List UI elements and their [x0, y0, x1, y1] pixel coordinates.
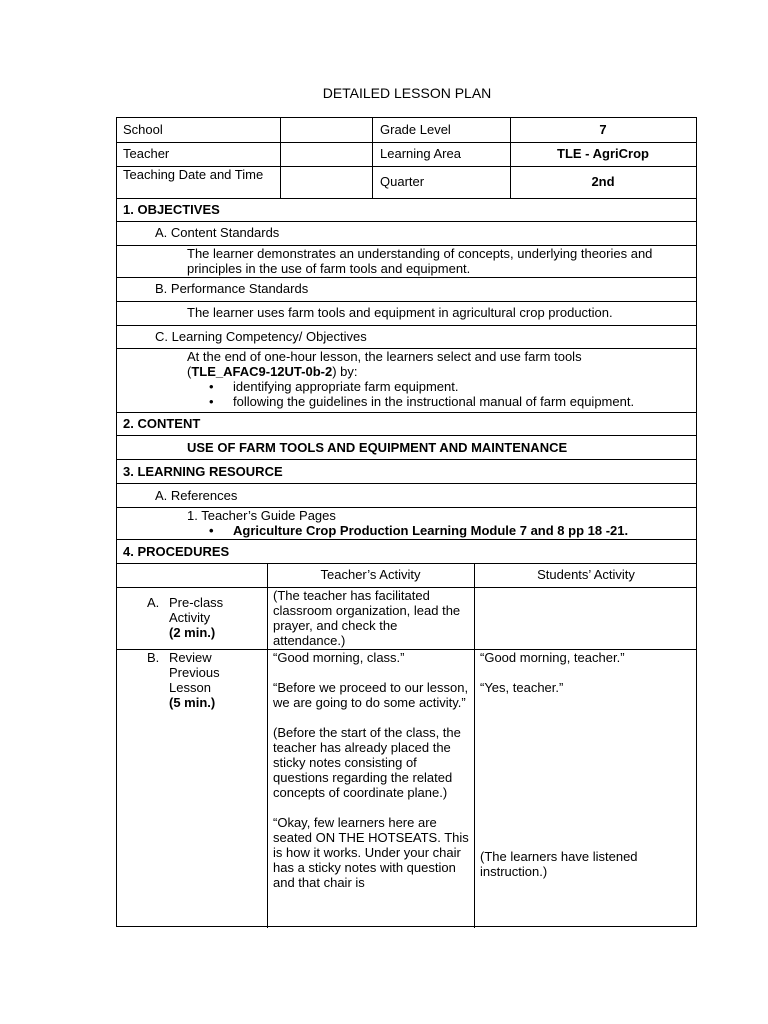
competency-code-line — [187, 364, 692, 379]
references-label: A. References — [155, 488, 238, 503]
learning-resource-heading: 3. LEARNING RESOURCE — [123, 464, 283, 479]
students-activity-text: “Good morning, teacher.” — [480, 650, 625, 665]
content-standards-text: The learner demonstrates an understanding of concepts, underlying theories and principles in the use of farm tools and equipment. — [187, 246, 653, 276]
bullet-icon: • — [209, 379, 214, 394]
objectives-heading: 1. OBJECTIVES — [123, 202, 220, 217]
performance-standards-label: B. Performance Standards — [155, 281, 309, 296]
lesson-plan-table — [116, 117, 697, 927]
step-name-line: Activity — [169, 610, 211, 625]
competency-bullet-text: following the guidelines in the instructional manual of farm equipment. — [233, 394, 635, 409]
competency-block — [187, 349, 692, 409]
procedure-step — [147, 595, 267, 640]
guide-item — [187, 523, 692, 538]
competency-label: C. Learning Competency/ Objectives — [155, 329, 367, 344]
step-name-line: Lesson — [169, 680, 211, 695]
students-activity-cell — [480, 849, 692, 879]
competency-intro: At the end of one-hour lesson, the learners select and use farm tools — [187, 349, 582, 364]
competency-code: TLE_AFAC9-12UT-0b-2 — [191, 364, 333, 379]
teachers-guide-label: 1. Teacher’s Guide Pages — [187, 508, 336, 523]
step-name-line: Previous — [169, 665, 220, 680]
col-students-activity: Students’ Activity — [537, 567, 635, 582]
code-close: ) by: — [332, 364, 358, 379]
students-activity-text: “Yes, teacher.” — [480, 680, 564, 695]
teacher-label: Teacher — [123, 146, 170, 161]
bullet-icon: • — [209, 523, 214, 538]
step-letter: A. — [147, 595, 160, 610]
teaching-date-label: Teaching Date and Time — [123, 167, 264, 182]
teacher-activity-text: “Good morning, class.” — [273, 650, 405, 665]
teacher-activity-text: (The teacher has facilitated classroom organization, lead the prayer, and check the attendance.) — [273, 588, 461, 648]
guide-item-text: Agriculture Crop Production Learning Module 7 and 8 pp 18 -21. — [233, 523, 629, 538]
school-label: School — [123, 122, 163, 137]
quarter-value: 2nd — [591, 174, 615, 189]
teacher-activity-cell — [273, 588, 469, 648]
performance-standards-text: The learner uses farm tools and equipment in agricultural crop production. — [187, 305, 613, 320]
teacher-activity-text: “Before we proceed to our lesson, we are going to do some activity.” — [273, 680, 469, 710]
students-activity-text: (The learners have listened instruction.) — [480, 849, 638, 879]
step-name-line: Review — [169, 650, 212, 665]
teacher-activity-text: (Before the start of the class, the teacher has already placed the sticky notes consisting of questions regarding the related concepts of coordinate plane.) — [273, 725, 461, 800]
competency-bullet — [187, 379, 692, 394]
procedure-step — [147, 650, 267, 710]
step-letter: B. — [147, 650, 160, 665]
teacher-activity-cell — [273, 650, 469, 890]
bullet-icon: • — [209, 394, 214, 409]
grade-level-label: Grade Level — [380, 122, 451, 137]
step-name-line: Pre-class — [169, 595, 224, 610]
col-teacher-activity: Teacher’s Activity — [320, 567, 421, 582]
learning-area-label: Learning Area — [380, 146, 461, 161]
procedures-heading: 4. PROCEDURES — [123, 544, 230, 559]
guide-block — [187, 508, 692, 538]
learning-area-value: TLE - AgriCrop — [557, 146, 649, 161]
competency-bullet — [187, 394, 692, 409]
content-standards-label: A. Content Standards — [155, 225, 280, 240]
grade-level-value: 7 — [599, 122, 607, 137]
content-heading: 2. CONTENT — [123, 416, 201, 431]
code-open: ( — [187, 364, 192, 379]
students-activity-cell — [480, 650, 692, 695]
quarter-label: Quarter — [380, 174, 425, 189]
teacher-activity-text: “Okay, few learners here are seated ON THE HOTSEATS. This is how it works. Under your chair has a sticky notes with question and that chair is — [273, 815, 469, 890]
competency-bullet-text: identifying appropriate farm equipment. — [233, 379, 459, 394]
page-title: DETAILED LESSON PLAN — [322, 85, 492, 101]
content-topic: USE OF FARM TOOLS AND EQUIPMENT AND MAINTENANCE — [187, 440, 568, 455]
step-time: (5 min.) — [169, 695, 216, 710]
step-time: (2 min.) — [169, 625, 216, 640]
